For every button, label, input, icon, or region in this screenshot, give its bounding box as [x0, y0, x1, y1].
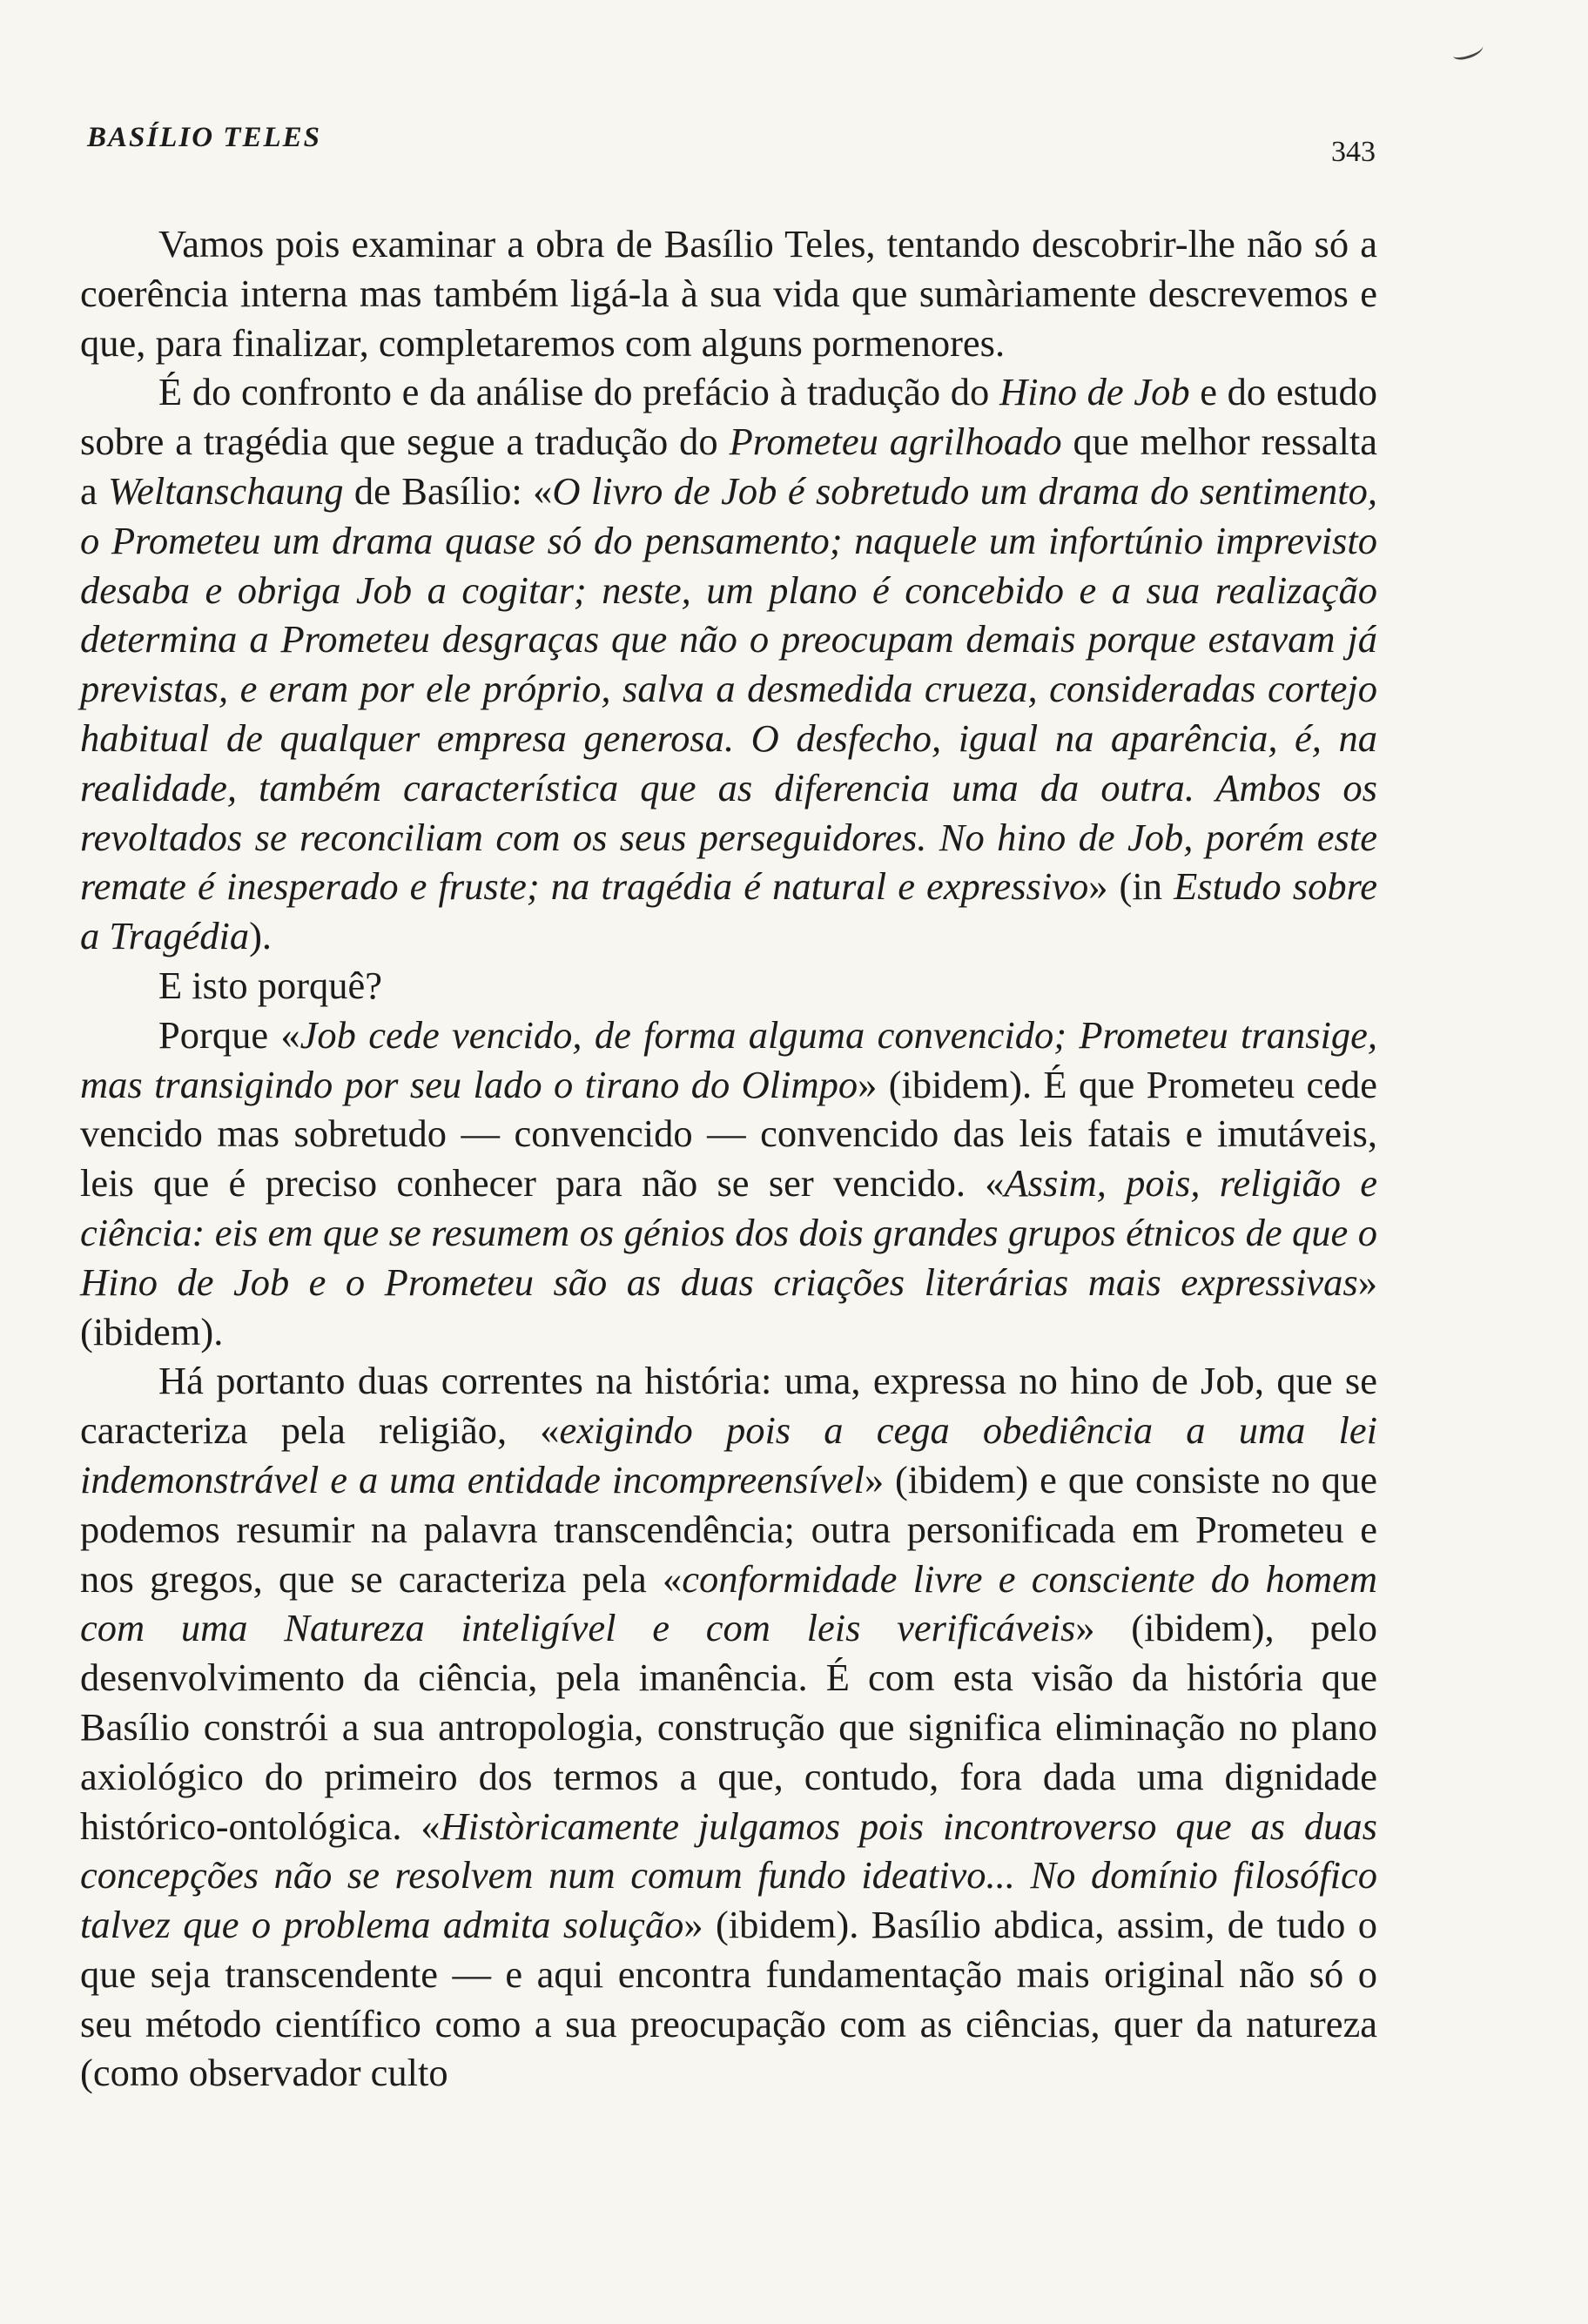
text-run: » (ibidem).: [80, 1259, 1377, 1353]
page-number: 343: [1331, 136, 1376, 168]
paragraph: [80, 1356, 1377, 2098]
text-run: » (in: [1088, 864, 1174, 909]
body-text: [80, 219, 1377, 2098]
text-run: de Basílio: «: [343, 468, 553, 513]
paragraph: [80, 367, 1377, 961]
text-run: Há portanto duas correntes na história: uma, expressa no hino de Job, que se caracteriza pela religião, «: [80, 1359, 1377, 1453]
text-run: ).: [249, 914, 273, 958]
italic-text: Job cede vencido, de forma alguma convencido; Prometeu transige, mas transigindo por seu lado o tirano do Olimpo: [80, 1012, 1377, 1106]
italic-text: exigindo pois a cega obediência a uma lei indemonstrável e a uma entidade incompreensível: [80, 1408, 1377, 1501]
pencil-mark: [1450, 40, 1484, 62]
text-run: » (ibidem), pelo desenvolvimento da ciência, pela imanência. É com esta visão da história que Basílio constrói a sua antropologia, construção que significa eliminação no plano axiológico do primeiro dos termos a que, contudo, fora dada uma dignidade histórico-ontológica. «: [80, 1606, 1377, 1848]
text-run: E isto porquê?: [158, 963, 383, 1007]
text-run: » (ibidem) e que consiste no que podemos resumir na palavra transcendência; outra personificada em Prometeu e nos gregos, que se caracteriza pela «: [80, 1457, 1377, 1601]
text-run: que melhor ressalta a: [80, 420, 1378, 513]
running-head: BASÍLIO TELES: [87, 122, 321, 153]
italic-text: Prometeu agrilhoado: [729, 420, 1062, 464]
italic-text: Weltanschaung: [108, 468, 344, 513]
text-run: Vamos pois examinar a obra de Basílio Teles, tentando descobrir-lhe não só a coerência interna mas também ligá-la à sua vida que sumàriamente descrevemos e que, para finalizar, completaremos com alguns pormenores.: [80, 222, 1377, 365]
text-run: e do estudo sobre a tragédia que segue a tradução do: [80, 370, 1378, 464]
text-run: » (ibidem). É que Prometeu cede vencido mas sobretudo — convencido — convencido das leis fatais e imutáveis, leis que é preciso conhecer para não se ser vencido. «: [80, 1062, 1377, 1206]
italic-text: Hino de Job: [999, 370, 1190, 414]
italic-text: Històricamente julgamos pois incontroverso que as duas concepções não se resolvem num comum fundo ideativo... No domínio filosófico talvez que o problema admita solução: [80, 1803, 1377, 1947]
paragraph: [80, 1011, 1377, 1357]
italic-text: Estudo sobre a Tragédia: [80, 864, 1377, 958]
italic-text: conformidade livre e consciente do homem com uma Natureza inteligível e com leis verificáveis: [80, 1556, 1378, 1650]
paragraph: [80, 961, 1377, 1011]
italic-text: Assim, pois, religião e ciência: eis em que se resumem os génios dos dois grandes grupos étnicos de que o Hino de Job e o Prometeu são as duas criações literárias mais expressivas: [80, 1161, 1377, 1304]
paragraph: [80, 219, 1377, 367]
text-run: » (ibidem). Basílio abdica, assim, de tudo o que seja transcendente — e aqui encontra fundamentação mais original não só o seu método científico como a sua preocupação com as ciências, quer da natureza (como observador culto: [80, 1903, 1377, 2095]
text-run: Porque «: [158, 1012, 300, 1057]
italic-text: O livro de Job é sobretudo um drama do sentimento, o Prometeu um drama quase só do pensamento; naquele um infortúnio imprevisto desaba e obriga Job a cogitar; neste, um plano é concebido e a sua realização determina a Prometeu desgraças que não o preocupam demais porque estavam já previstas, e eram por ele próprio, salva a desmedida crueza, consideradas cortejo habitual de qualquer empresa generosa. O desfecho, igual na aparência, é, na realidade, também característica que as diferencia uma da outra. Ambos os revoltados se reconciliam com os seus perseguidores. No hino de Job, porém este remate é inesperado e fruste; na tragédia é natural e expressivo: [80, 468, 1377, 909]
text-run: É do confronto e da análise do prefácio à tradução do: [158, 370, 999, 414]
page-header: [87, 111, 1376, 181]
